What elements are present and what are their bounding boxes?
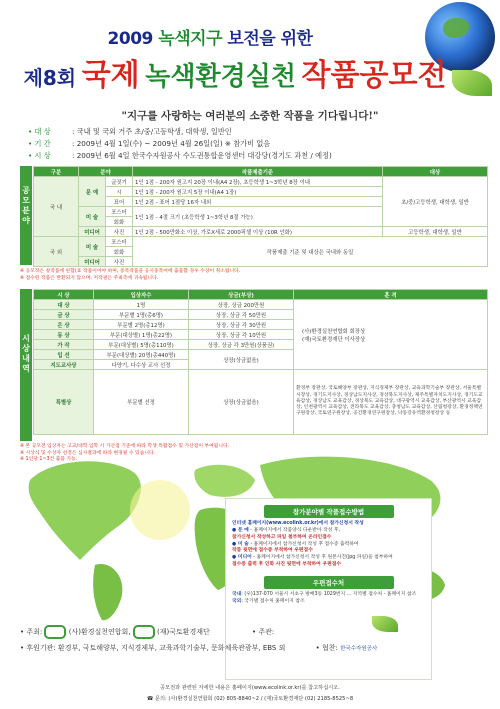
table-row: 회화 <box>34 217 488 227</box>
mail-foreign: 국외: 국가별 접수처 홈페이지 참조 <box>232 599 305 605</box>
info-award: • 시 상 : 2009년 6월 4일 한국수자원공사 수도권통합운영센터 대강당(경기도 과천 / 예정) <box>28 151 332 160</box>
host-logo-icon <box>44 625 66 639</box>
table-row: 회화 <box>34 247 488 257</box>
howto-title: 참가분야별 작품접수방법 <box>264 505 394 518</box>
howto-item-media: ● 미디어 - 홈페이지에서 참가신청서 작성 후 원본사진(jpg 파일)을 첨부하여 접수증 출력 후 인화 사진 뒷면에 부착하여 우편접수 <box>232 555 393 567</box>
contest-header-row: 구분 분야 작품제출기준 대상 <box>34 167 488 177</box>
howto-item-art: ● 미 술 - 홈페이지에서 참가신청서 작성 후 접수증 출력하여 작품 뒷면에 접수증 부착하여 우편접수 <box>232 541 359 554</box>
table-row: 지도교사상 다양기, 다수상 교사 선정 <box>34 360 488 370</box>
table-row: 미디어 사진 1인 2점 - 500만화소 이상, 가로X세로 2000픽셀 이상 (10R 인화) 고등학생, 대학생, 일반 <box>34 227 488 237</box>
map-south-america <box>93 564 122 620</box>
table-row: 금 상 부문별 1명(총6명) 상장, 상금 각 50만원 <box>34 310 488 320</box>
table-row: 미디어 사진 <box>34 257 488 267</box>
map-north-america <box>29 461 141 560</box>
table-row: 국 내 문 예 글짓기 1인 1점 - 200자 원고지 20장 이내(A4 2장), 초등학생 1~3학년 8장 이내 초/중/고등학생, 대학생, 일반 <box>34 177 488 187</box>
award-header-row: 시 상 입상자수 상금(부상) 훈 격 <box>34 290 488 300</box>
info-period: • 기 간 : 2009년 4월 1일(수) ~ 2009년 4월 26일(일) ※ 참가비 없음 <box>28 139 271 148</box>
contest-notes: ※ 응모작은 창작품에 한함(표 작품이어야 하며, 중복작품을 응시중복여에 출품할 경우 수상이 취소됩니다. ※ 접수된 작품은 반환되지 않으며, 저작권은 주최측에 귀속됩니다. <box>20 269 241 281</box>
slogan: "지구를 사랑하는 여러분의 소중한 작품을 기다립니다!" <box>121 110 379 122</box>
leaf-icon <box>372 616 398 632</box>
contact-line1: 공모전과 관련된 자세한 내용은 홈페이지(www.ecolink.or.kr)를 참고하십시오. <box>160 685 340 691</box>
award-table <box>33 289 488 435</box>
contest-side-label: 공모분야 <box>20 166 32 265</box>
map-sun-glow <box>130 480 190 540</box>
map-europe <box>194 465 255 497</box>
table-row: 대 상 1명 상장, 상금 200만원 (사)환경실천연합회 회장상 (재)국토환경재단 이사장상 <box>34 300 488 310</box>
howto-item-literature: ● 문 예 - 홈페이지에서 작품양식 다운받아 작성 후, 참가신청서 작성하고 파일 첨부하여 온라인접수 <box>232 528 340 540</box>
contact-line2: ☎ 문의: (사)환경실천연합회 (02) 805-8840~2 / (재)국토환경재단 (02) 2185-8525~8 <box>146 696 354 702</box>
award-side-label: 시상내역 <box>20 289 32 441</box>
table-row: 미 술 포스터 1인 1점 - 4절 크기 (초등학생 1~3학년 8절 가능) <box>34 207 488 217</box>
header-line1: 2009 녹색지구 보전을 위한 <box>107 29 313 49</box>
table-row: 표어 1인 2점 - 표어 1점당 16자 내외 <box>34 197 488 207</box>
table-row: 동 상 부문(대상별) 1명(총22명) 상장, 상금 각 10만원 <box>34 330 488 340</box>
info-target: • 대 상 : 국내 및 국외 거주 초/중/고등학생, 대학생, 일반인 <box>28 127 232 136</box>
contest-table <box>33 166 488 267</box>
table-row: 가 작 부문(대상별) 5명(총110명) 상장, 상금 각 3만원(상품권) <box>34 340 488 350</box>
partner-logo-icon <box>372 616 398 634</box>
footer-sponsors: • 후원기관: 환경부, 국토해양부, 지식경제부, 교육과학기술부, 문화체육관광부, EBS 외 • 협찬: 한국수자원공사 <box>20 644 378 652</box>
table-row: 국 외 미 술 포스터 작품제출 기준 및 대상은 국내와 동일 <box>34 237 488 247</box>
table-row: 은 상 부문별 2명(총12명) 상장, 상금 각 30만원 <box>34 320 488 330</box>
table-row: 입 선 부문(대상별) 20명(총440명) 상장(상금없음) <box>34 350 488 360</box>
award-notes: ※ 본 공모전 입상자는 고교/대학 입학 시 가산점 기준에 따라 학생 특활점수 및 가산점이 부여됩니다. ※ 시상식 및 수상자 선정은 심사결과에 따라 변경될 수 있습니다. ※ 1인당 1~3건 출품 가능. <box>20 444 230 462</box>
page-title: 제8회 국제 녹색환경실천 작품공모전 <box>23 58 447 93</box>
howto-intro: 인터넷 홈페이지(www.ecolink.or.kr)에서 참가신청서 작성 <box>232 521 364 526</box>
mail-title: 우편접수처 <box>264 576 394 589</box>
table-row: 특별상 부문별 선정 상장(상금없음) 환경부 장관상, 국토해양부 장관상, 지식경제부 장관상, 교육과학기술부 장관상, 서울특별시장상, 경기도지사상, 경상남도지사상, 경상북도지사상, 제주특별자치도지사상, 경기도교육감상, 경상남도 교육감상, 경상북도 교육감상, 대구광역시 교육감상, 부산광역시 교육감상, 인천광역시 교육감상, 전라북도 교육감상, 충청남도 교육감상, 산림청장상, 환경정책연구원장상, 국토연구원장상, 공간환경연구원장상, 낙동강유역환경청장상 등 <box>34 370 488 435</box>
table-row: 시 1인 1점 - 200자 원고지 5장 이내(A4 1장) <box>34 187 488 197</box>
footer-host: • 주최: (사)환경실천연합회, (재)국토환경재단 • 주관: <box>20 625 490 639</box>
host-logo-icon <box>133 625 155 639</box>
mail-domestic: 국내: (우)137-070 서울시 서초구 방배3동 1029번지 ... 지역별 접수처 - 홈페이지 참조 <box>232 592 417 598</box>
